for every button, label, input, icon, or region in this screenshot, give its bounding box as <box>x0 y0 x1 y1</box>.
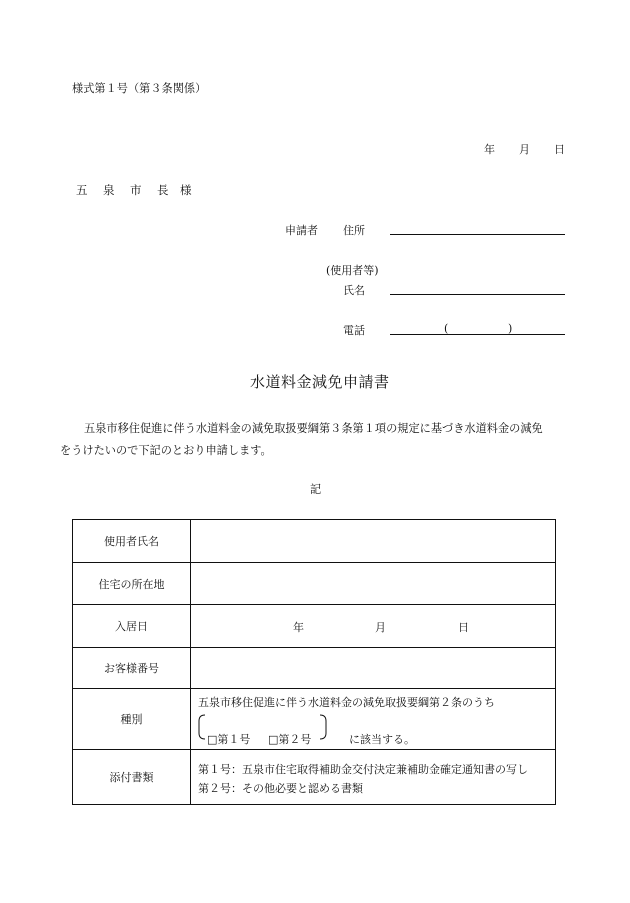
type-description: 五泉市移住促進に伴う水道料金の減免取扱要綱第２条のうち <box>198 696 495 709</box>
addressee-honorific: 様 <box>180 183 192 197</box>
phone-paren-close: ) <box>508 322 513 335</box>
customer-number-field[interactable] <box>191 648 556 689</box>
type-field <box>191 689 556 750</box>
table-row <box>73 520 556 563</box>
type-option-2[interactable]: □第２号 <box>268 733 312 746</box>
type-suffix: に該当する。 <box>349 733 415 746</box>
move-in-day: 日 <box>458 621 469 634</box>
right-bracket-icon <box>319 714 327 740</box>
form-number-label: 様式第１号（第３条関係） <box>72 82 207 95</box>
body-line-2: をうけたいので下記のとおり申請します。 <box>60 444 272 457</box>
user-name-field[interactable] <box>191 520 556 563</box>
user-note: (使用者等) <box>326 264 379 277</box>
table-row <box>73 648 556 689</box>
date-day: 日 <box>554 143 565 156</box>
date-year: 年 <box>484 143 495 156</box>
ki-label: 記 <box>310 483 322 496</box>
address-label: 住所 <box>343 224 365 237</box>
name-label: 氏名 <box>343 284 365 297</box>
phone-line[interactable] <box>390 334 565 335</box>
application-table <box>72 519 556 805</box>
attachment-field <box>191 750 556 805</box>
applicant-label: 申請者 <box>285 224 318 237</box>
body-line-1: 五泉市移住促進に伴う水道料金の減免取扱要綱第３条第１項の規定に基づき水道料金の減免 <box>84 422 543 435</box>
move-in-year: 年 <box>293 621 304 634</box>
table-row <box>73 605 556 648</box>
document-title: 水道料金減免申請書 <box>250 373 390 391</box>
date-month: 月 <box>519 143 530 156</box>
attachment-item-1: 第１号：五泉市住宅取得補助金交付決定兼補助金確定通知書の写し <box>198 763 528 776</box>
house-location-field[interactable] <box>191 563 556 605</box>
phone-label: 電話 <box>343 324 365 337</box>
table-row <box>73 563 556 605</box>
move-in-label: 入居日 <box>73 605 191 648</box>
move-in-date-field[interactable] <box>191 605 556 648</box>
addressee-name: 五 泉 市 長 <box>76 183 171 197</box>
table-row <box>73 750 556 805</box>
phone-paren-open: ( <box>444 322 449 335</box>
attachment-label: 添付書類 <box>73 750 191 805</box>
house-location-label: 住宅の所在地 <box>73 563 191 605</box>
customer-number-label: お客様番号 <box>73 648 191 689</box>
left-bracket-icon <box>198 714 206 740</box>
attachment-item-2: 第２号：その他必要と認める書類 <box>198 782 363 795</box>
move-in-month: 月 <box>375 621 386 634</box>
address-line[interactable] <box>390 234 565 235</box>
user-name-label: 使用者氏名 <box>73 520 191 563</box>
name-line[interactable] <box>390 294 565 295</box>
table-row <box>73 689 556 750</box>
type-label: 種別 <box>73 689 191 750</box>
type-option-1[interactable]: □第１号 <box>207 733 251 746</box>
